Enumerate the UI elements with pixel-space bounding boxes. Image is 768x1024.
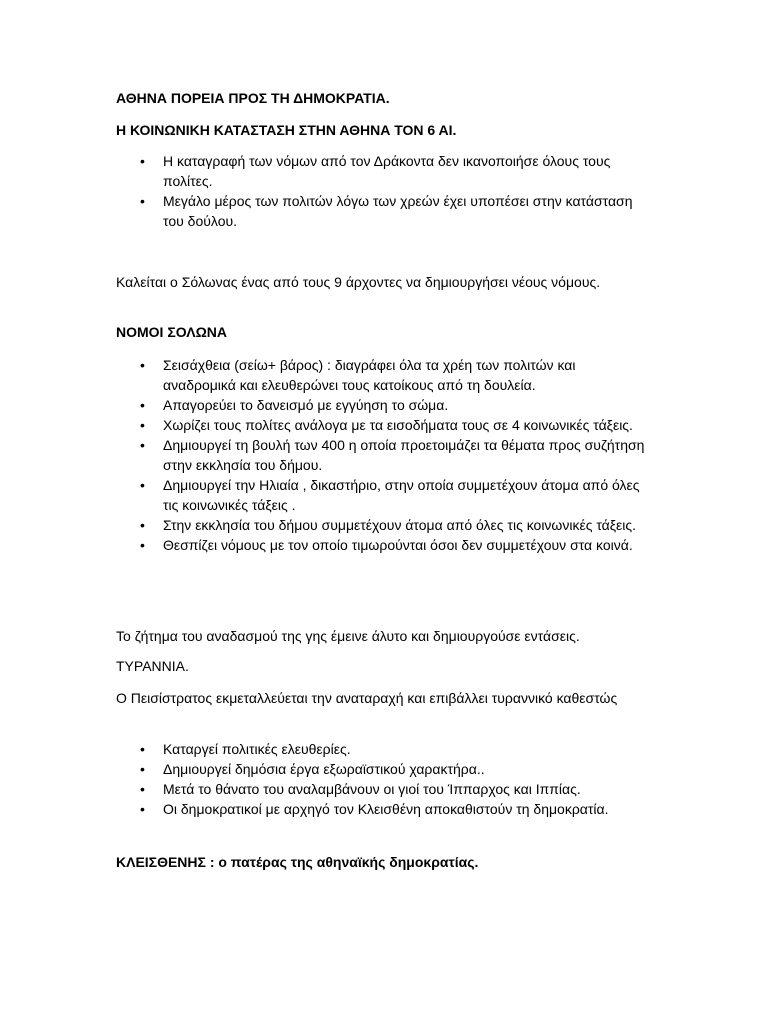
document-title: ΑΘΗΝΑ ΠΟΡΕΙΑ ΠΡΟΣ ΤΗ ΔΗΜΟΚΡΑΤΙΑ.: [116, 90, 390, 106]
land-redistribution-paragraph: Το ζήτημα του αναδασμού της γης έμεινε άλυτο και δημιουργούσε εντάσεις.: [116, 628, 580, 644]
list-item: • Καταργεί πολιτικές ελευθερίες.: [116, 739, 646, 759]
list-item: • Μεγάλο μέρος των πολιτών λόγω των χρεών έχει υποπέσει στην κατάσταση του δούλου.: [116, 191, 646, 231]
section-heading-social-situation: Η ΚΟΙΝΩΝΙΚΗ ΚΑΤΑΣΤΑΣΗ ΣΤΗΝ ΑΘΗΝΑ ΤΟΝ 6 ΑΙ.: [116, 122, 457, 138]
section-heading-tyranny: ΤΥΡΑΝΝΙΑ.: [116, 658, 189, 674]
list-item: • Απαγορεύει το δανεισμό με εγγύηση το σώμα.: [116, 395, 646, 415]
list-item: • Σεισάχθεια (σείω+ βάρος) : διαγράφει όλα τα χρέη των πολιτών και αναδρομικά και ελευθερώνει τους κατοίκους από τη δουλεία.: [116, 355, 646, 395]
list-item: • Θεσπίζει νόμους με τον οποίο τιμωρούνται όσοι δεν συμμετέχουν στα κοινά.: [116, 535, 646, 555]
tyranny-paragraph: Ο Πεισίστρατος εκμεταλλεύεται την αναταραχή και επιβάλλει τυραννικό καθεστώς: [116, 690, 618, 706]
social-situation-list: [116, 151, 646, 231]
list-item: • Δημιουργεί δημόσια έργα εξωραϊστικού χαρακτήρα..: [116, 759, 646, 779]
list-item: • Η καταγραφή των νόμων από τον Δράκοντα δεν ικανοποιήσε όλους τους πολίτες.: [116, 151, 646, 191]
list-item: • Οι δημοκρατικοί με αρχηγό τον Κλεισθένη αποκαθιστούν τη δημοκρατία.: [116, 799, 646, 819]
tyranny-list: [116, 739, 646, 819]
list-item: • Μετά το θάνατο του αναλαμβάνουν οι γιοί του Ίππαρχος και Ιππίας.: [116, 779, 646, 799]
list-item: • Στην εκκλησία του δήμου συμμετέχουν άτομα από όλες τις κοινωνικές τάξεις.: [116, 515, 646, 535]
section-heading-solon-laws: ΝΟΜΟΙ ΣΟΛΩΝΑ: [116, 324, 228, 340]
section-heading-cleisthenes: ΚΛΕΙΣΘΕΝΗΣ : ο πατέρας της αθηναϊκής δημοκρατίας.: [116, 854, 479, 870]
solon-paragraph: Καλείται ο Σόλωνας ένας από τους 9 άρχοντες να δημιουργήσει νέους νόμους.: [116, 274, 601, 290]
solon-laws-list: [116, 355, 646, 555]
list-item: • Δημιουργεί την Ηλιαία , δικαστήριο, στην οποία συμμετέχουν άτομα από όλες τις κοινωνικές τάξεις .: [116, 475, 646, 515]
list-item: • Χωρίζει τους πολίτες ανάλογα με τα εισοδήματα τους σε 4 κοινωνικές τάξεις.: [116, 415, 646, 435]
list-item: • Δημιουργεί τη βουλή των 400 η οποία προετοιμάζει τα θέματα προς συζήτηση στην εκκλησία του δήμου.: [116, 435, 646, 475]
